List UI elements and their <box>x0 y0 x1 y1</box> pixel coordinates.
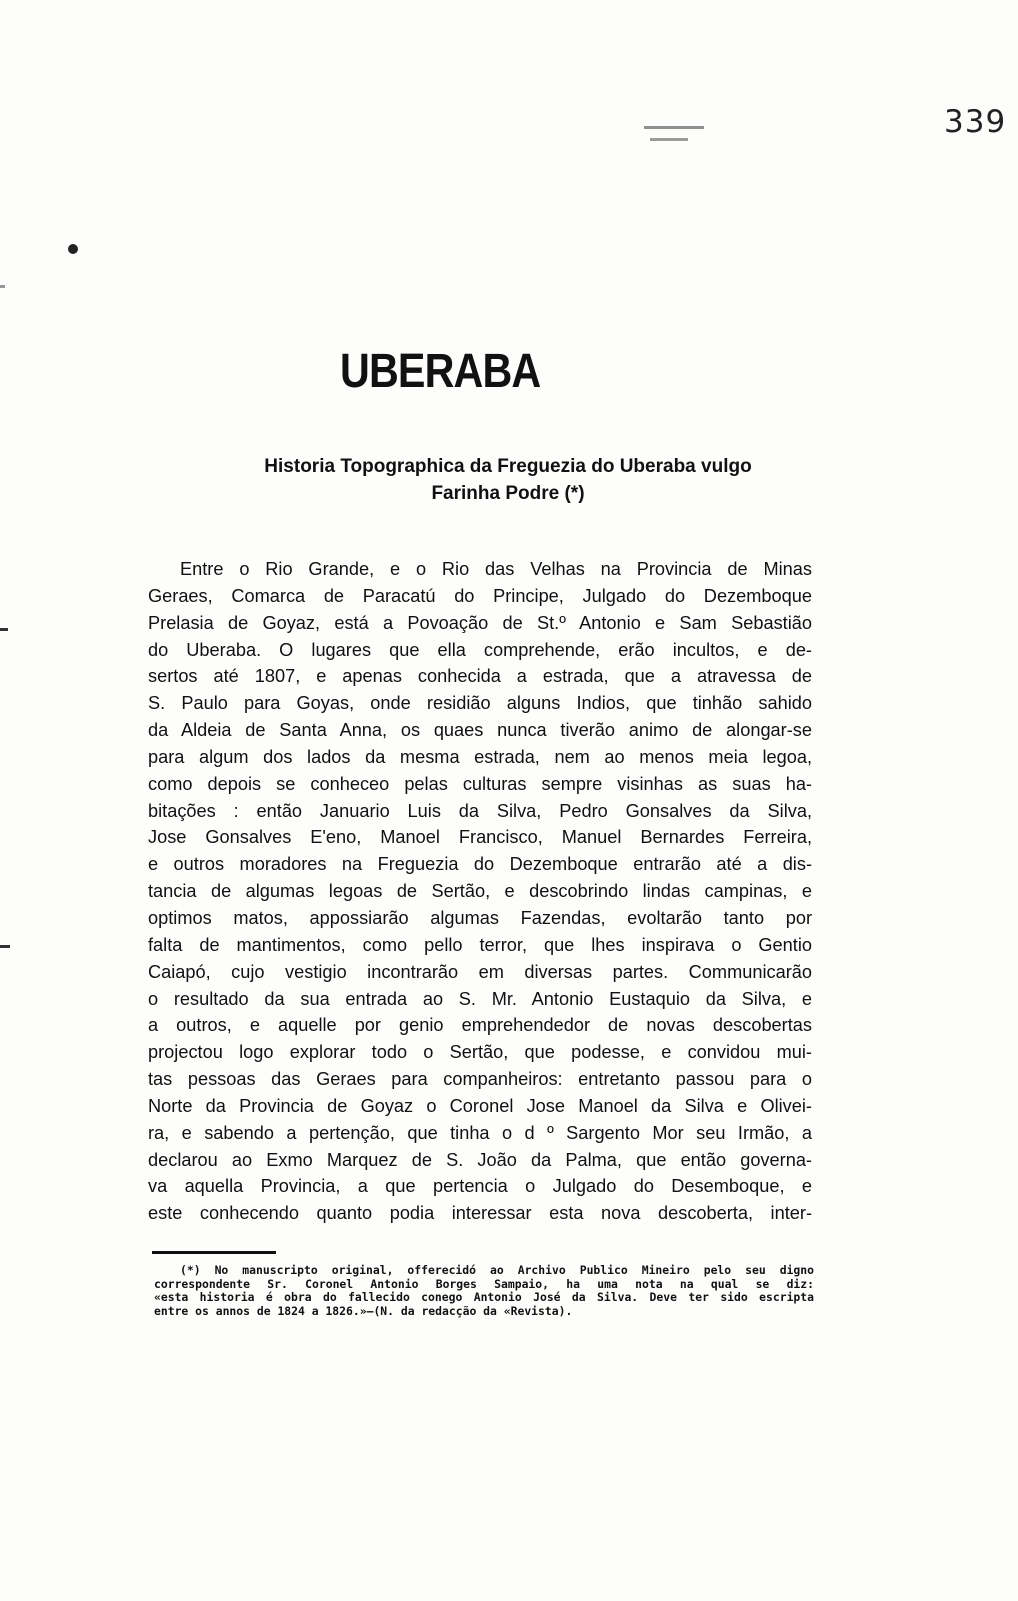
body-line: este conhecendo quanto podia interessar esta nova descoberta, inter- <box>148 1203 812 1224</box>
body-line: falta de mantimentos, como pello terror, que lhes inspirava o Gentio <box>148 934 812 955</box>
footnote-line: (*) No manuscripto original, offerecidó ao Archivo Publico Mineiro pelo seu digno <box>180 1263 814 1277</box>
body-line: Geraes, Comarca de Paracatú do Principe, Julgado do Dezemboque <box>148 585 812 606</box>
body-line: para algum dos lados da mesma estrada, nem ao menos meia legoa, <box>148 746 812 767</box>
body-line: S. Paulo para Goyas, onde residião alguns Indios, que tinhão sahido <box>148 693 812 714</box>
body-line: Norte da Provincia de Goyaz o Coronel Jose Manoel da Silva e Olivei- <box>148 1095 812 1116</box>
subtitle-line: Farinha Podre (*) <box>431 483 585 504</box>
footnote-line: «esta historia é obra do fallecido conego Antonio José da Silva. Deve ter sido escripta <box>154 1290 814 1305</box>
body-line: tas pessoas das Geraes para companheiros: entretanto passou para o <box>148 1069 812 1090</box>
body-line: optimos matos, appossiarão algumas Fazendas, evoltarão tanto por <box>148 907 812 928</box>
subtitle-line: Historia Topographica da Freguezia do Uberaba vulgo <box>264 456 752 477</box>
body-line: bitações : então Januario Luis da Silva, Pedro Gonsalves da Silva, <box>148 800 812 821</box>
article-body <box>148 556 812 1227</box>
footnote-line: correspondente Sr. Coronel Antonio Borges Sampaio, ha uma nota na qual se diz: <box>154 1276 814 1291</box>
body-line: como depois se conheceo pelas culturas sempre visinhas as suas ha- <box>148 773 812 794</box>
ink-speck-top <box>644 126 704 129</box>
footnote <box>154 1264 814 1318</box>
margin-mark <box>0 628 8 631</box>
footnote-line: entre os annos de 1824 a 1826.»—(N. da redacção da «Revista). <box>154 1303 573 1318</box>
body-line: va aquella Provincia, a que pertencia o Julgado do Desemboque, e <box>148 1176 812 1197</box>
article-title: UBERABA <box>340 345 541 398</box>
body-line: Entre o Rio Grande, e o Rio das Velhas na Provincia de Minas <box>180 559 812 579</box>
body-line: tancia de algumas legoas de Sertão, e descobrindo lindas campinas, e <box>148 881 812 902</box>
article-subtitle <box>198 453 818 507</box>
body-line: da Aldeia de Santa Anna, os quaes nunca tiverão animo de alongar-se <box>148 720 812 741</box>
ink-dot-left <box>68 244 78 254</box>
margin-mark <box>0 945 10 948</box>
body-line: Caiapó, cujo vestigio incontrarão em diversas partes. Communicarão <box>148 961 812 982</box>
body-line: ra, e sabendo a pertenção, que tinha o d º Sargento Mor seu Irmão, a <box>148 1122 812 1143</box>
body-line: e outros moradores na Freguezia do Dezemboque entrarão até a dis- <box>148 854 812 875</box>
body-line: a outros, e aquelle por genio emprehendedor de novas descobertas <box>148 1015 812 1036</box>
body-line: o resultado da sua entrada ao S. Mr. Antonio Eustaquio da Silva, e <box>148 988 812 1009</box>
body-line: Jose Gonsalves E'eno, Manoel Francisco, Manuel Bernardes Ferreira, <box>148 827 812 848</box>
margin-mark <box>0 285 5 288</box>
body-line: sertos até 1807, e apenas conhecida a estrada, que a atravessa de <box>148 666 812 687</box>
body-line: do Uberaba. O lugares que ella comprehende, erão incultos, e de- <box>148 639 812 660</box>
page-number: 339 <box>944 104 1007 140</box>
ink-speck-top-2 <box>650 138 688 141</box>
body-line: projectou logo explorar todo o Sertão, que podesse, e convidou mui- <box>148 1042 812 1063</box>
footnote-rule <box>152 1251 276 1254</box>
body-line: declarou ao Exmo Marquez de S. João da Palma, que então governa- <box>148 1149 812 1170</box>
body-line: Prelasia de Goyaz, está a Povoação de St.º Antonio e Sam Sebastião <box>148 612 812 633</box>
